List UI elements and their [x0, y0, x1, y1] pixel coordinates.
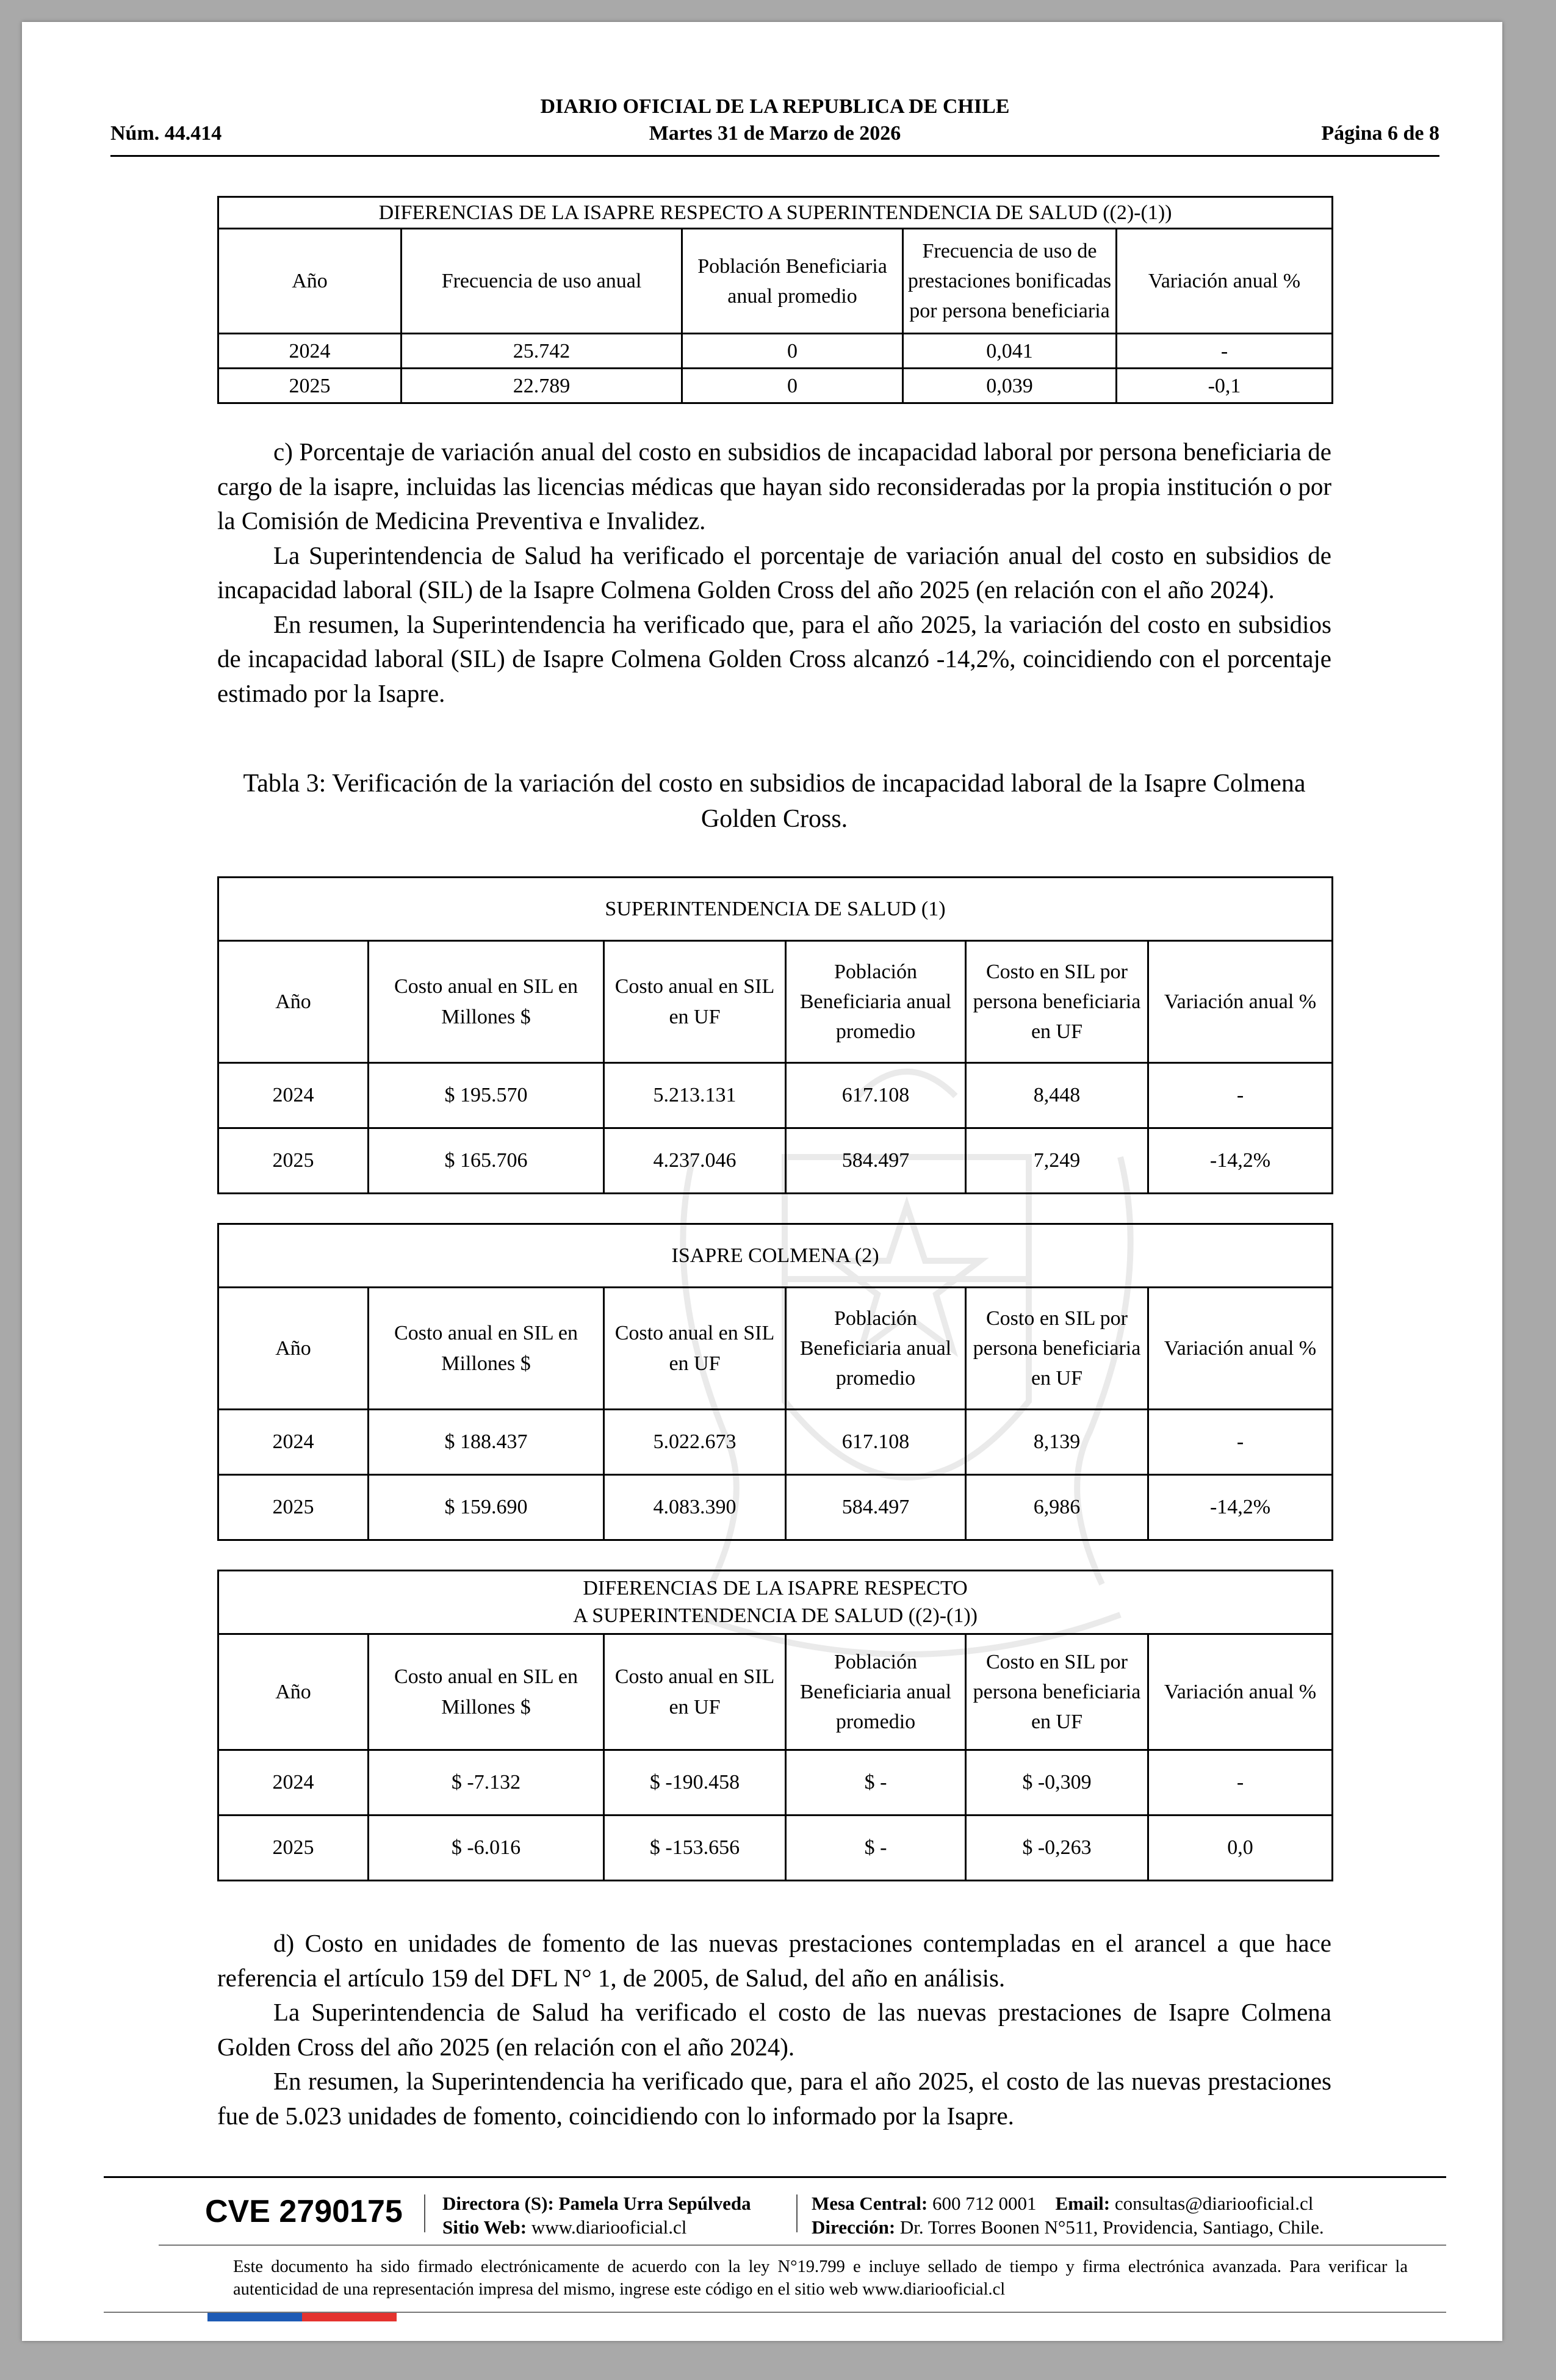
column-header: Frecuencia de uso anual [402, 229, 682, 334]
table-cell: - [1148, 1410, 1333, 1475]
paragraph: c) Porcentaje de variación anual del costo en subsidios de incapacidad laboral por persona beneficiaria de cargo de la isapre, incluidas las licencias médicas que hayan sido reconsideradas por la propia institución o por la Comisión de Medicina Preventiva e Invalidez. [217, 438, 1331, 535]
column-header: Población Beneficiaria anual promedio [786, 1634, 966, 1750]
table-cell: 22.789 [402, 369, 682, 403]
table-cell: 0,0 [1148, 1816, 1333, 1881]
table-title: ISAPRE COLMENA (2) [218, 1224, 1333, 1288]
director-info: Directora (S): Pamela Urra Sepúlveda Sitio Web: www.diariooficial.cl [442, 2193, 751, 2238]
frequency-differences-table-wrap [217, 196, 1331, 404]
table-cell: -14,2% [1148, 1475, 1333, 1540]
address: Dr. Torres Boonen N°511, Providencia, Santiago, Chile. [899, 2216, 1324, 2238]
table-cell: 584.497 [786, 1128, 966, 1194]
table-cell: 2025 [218, 369, 402, 403]
header-rule [110, 155, 1439, 157]
table-cell: $ - [786, 1750, 966, 1816]
section-d-text [217, 1926, 1331, 2133]
table-cell: $ -6.016 [369, 1816, 604, 1881]
sil-differences-table [217, 1570, 1333, 1881]
table-cell: $ -153.656 [604, 1816, 786, 1881]
email-link[interactable]: consultas@diariooficial.cl [1114, 2193, 1314, 2214]
page-indicator: Página 6 de 8 [1321, 122, 1439, 145]
table-row [218, 1750, 1333, 1816]
footer-divider [424, 2194, 425, 2232]
column-header: Frecuencia de uso de prestaciones bonificadas por persona beneficiaria [903, 229, 1117, 334]
table-row [218, 1063, 1333, 1128]
table-cell: 8,139 [966, 1410, 1148, 1475]
column-header: Año [218, 1288, 369, 1410]
table-cell: 584.497 [786, 1475, 966, 1540]
paragraph: d) Costo en unidades de fomento de las nuevas prestaciones contempladas en el arancel a que hace referencia el artículo 159 del DFL N° 1, de 2005, de Salud, del año en análisis. [217, 1929, 1331, 1992]
table-row [218, 334, 1333, 369]
table-row [218, 1128, 1333, 1194]
column-header: Costo anual en SIL en Millones $ [369, 941, 604, 1063]
table-cell: 2025 [218, 1475, 369, 1540]
director-name: Pamela Urra Sepúlveda [558, 2193, 751, 2214]
superintendencia-table-wrap [217, 876, 1331, 1194]
table-caption: Tabla 3: Verificación de la variación del costo en subsidios de incapacidad laboral de la Isapre Colmena Golden Cross. [243, 770, 1306, 833]
table-cell: 0 [682, 369, 903, 403]
frequency-differences-table [217, 196, 1333, 404]
paragraph: En resumen, la Superintendencia ha verificado que, para el año 2025, la variación del costo en subsidios de incapacidad laboral (SIL) de Isapre Colmena Golden Cross alcanzó -14,2%, coincidiendo con el porcentaje estimado por la Isapre. [217, 610, 1331, 708]
column-header: Población Beneficiaria anual promedio [786, 941, 966, 1063]
table-cell: - [1117, 334, 1333, 369]
isapre-colmena-table-wrap [217, 1223, 1331, 1541]
table-cell: 8,448 [966, 1063, 1148, 1128]
table-cell: $ 195.570 [369, 1063, 604, 1128]
issue-number: Núm. 44.414 [110, 122, 222, 145]
sil-differences-table-wrap [217, 1570, 1331, 1881]
table-cell: - [1148, 1063, 1333, 1128]
table-cell: 2024 [218, 334, 402, 369]
column-header: Costo anual en SIL en UF [604, 1288, 786, 1410]
column-header: Costo en SIL por persona beneficiaria en UF [966, 1288, 1148, 1410]
footer-mid-rule [159, 2245, 1446, 2246]
column-header: Variación anual % [1117, 229, 1333, 334]
legal-notice: Este documento ha sido firmado electrónicamente de acuerdo con la ley N°19.799 e incluye sellado de tiempo y firma electrónica avanzada. Para verificar la autenticidad de una representación impresa del mismo, ingrese este código en el sitio web www.diariooficial.cl [233, 2257, 1408, 2299]
table-cell: 2024 [218, 1063, 369, 1128]
column-header: Variación anual % [1148, 1634, 1333, 1750]
table-cell: 6,986 [966, 1475, 1148, 1540]
column-header: Costo anual en SIL en UF [604, 941, 786, 1063]
table-cell: $ 188.437 [369, 1410, 604, 1475]
table-title: SUPERINTENDENCIA DE SALUD (1) [218, 878, 1333, 941]
table-cell: 5.022.673 [604, 1410, 786, 1475]
column-header: Costo en SIL por persona beneficiaria en UF [966, 1634, 1148, 1750]
footer-top-rule [104, 2176, 1446, 2178]
table-row [218, 369, 1333, 403]
column-header: Población Beneficiaria anual promedio [786, 1288, 966, 1410]
table-cell: 5.213.131 [604, 1063, 786, 1128]
flag-stripe-red [302, 2313, 397, 2321]
table-cell: 2025 [218, 1128, 369, 1194]
paragraph: La Superintendencia de Salud ha verificado el porcentaje de variación anual del costo en subsidios de incapacidad laboral (SIL) de la Isapre Colmena Golden Cross del año 2025 (en relación con el año 2024). [217, 541, 1331, 604]
table-row [218, 1410, 1333, 1475]
table-cell: 4.237.046 [604, 1128, 786, 1194]
table-cell: 4.083.390 [604, 1475, 786, 1540]
table-cell: 7,249 [966, 1128, 1148, 1194]
paragraph: En resumen, la Superintendencia ha verificado que, para el año 2025, el costo de las nuevas prestaciones fue de 5.023 unidades de fomento, coincidiendo con lo informado por la Isapre. [217, 2067, 1331, 2130]
page-footer [104, 2176, 1446, 2335]
column-header: Año [218, 1634, 369, 1750]
table-cell: 2024 [218, 1750, 369, 1816]
newspaper-title: DIARIO OFICIAL DE LA REPUBLICA DE CHILE [540, 95, 1010, 118]
paragraph: La Superintendencia de Salud ha verificado el costo de las nuevas prestaciones de Isapre Colmena Golden Cross del año 2025 (en relación con el año 2024). [217, 1998, 1331, 2061]
table-row [218, 1816, 1333, 1881]
cve-code: CVE 2790175 [205, 2194, 403, 2229]
column-header: Año [218, 941, 369, 1063]
isapre-colmena-sil-table [217, 1223, 1333, 1541]
column-header: Costo anual en SIL en Millones $ [369, 1634, 604, 1750]
table-cell: 617.108 [786, 1410, 966, 1475]
table-cell: -0,1 [1117, 369, 1333, 403]
table-cell: $ 165.706 [369, 1128, 604, 1194]
footer-divider [796, 2194, 798, 2232]
table-cell: 25.742 [402, 334, 682, 369]
table-cell: $ 159.690 [369, 1475, 604, 1540]
section-c-text [217, 435, 1331, 711]
table-cell: 2025 [218, 1816, 369, 1881]
table-cell: - [1148, 1750, 1333, 1816]
column-header: Población Beneficiaria anual promedio [682, 229, 903, 334]
issue-date: Martes 31 de Marzo de 2026 [649, 122, 901, 145]
table-cell: -14,2% [1148, 1128, 1333, 1194]
table-title-line: A SUPERINTENDENCIA DE SALUD ((2)-(1)) [573, 1604, 978, 1627]
column-header: Costo anual en SIL en UF [604, 1634, 786, 1750]
flag-stripe-blue [207, 2313, 302, 2321]
table-title [218, 1571, 1333, 1634]
contact-info: Mesa Central: 600 712 0001 Email: consultas@diariooficial.cl Dirección: Dr. Torres Boonen N°511, Providencia, Santiago, Chile. [812, 2193, 1324, 2238]
table-row [218, 1475, 1333, 1540]
superintendencia-sil-table [217, 876, 1333, 1194]
document-page [22, 22, 1502, 2341]
column-header: Variación anual % [1148, 1288, 1333, 1410]
table-cell: $ -190.458 [604, 1750, 786, 1816]
column-header: Variación anual % [1148, 941, 1333, 1063]
website-link[interactable]: www.diariooficial.cl [531, 2216, 687, 2238]
table-cell: $ -7.132 [369, 1750, 604, 1816]
column-header: Año [218, 229, 402, 334]
table-cell: 0,039 [903, 369, 1117, 403]
table-cell: 0,041 [903, 334, 1117, 369]
table-cell: 2024 [218, 1410, 369, 1475]
column-header: Costo en SIL por persona beneficiaria en UF [966, 941, 1148, 1063]
table-cell: $ -0,263 [966, 1816, 1148, 1881]
table-cell: 617.108 [786, 1063, 966, 1128]
phone-number: 600 712 0001 [932, 2193, 1037, 2214]
table-title-line: DIFERENCIAS DE LA ISAPRE RESPECTO [583, 1577, 968, 1600]
table-title: DIFERENCIAS DE LA ISAPRE RESPECTO A SUPERINTENDENCIA DE SALUD ((2)-(1)) [218, 197, 1333, 229]
column-header: Costo anual en SIL en Millones $ [369, 1288, 604, 1410]
table-cell: $ -0,309 [966, 1750, 1148, 1816]
table-cell: $ - [786, 1816, 966, 1881]
table-cell: 0 [682, 334, 903, 369]
page-header [110, 95, 1439, 187]
